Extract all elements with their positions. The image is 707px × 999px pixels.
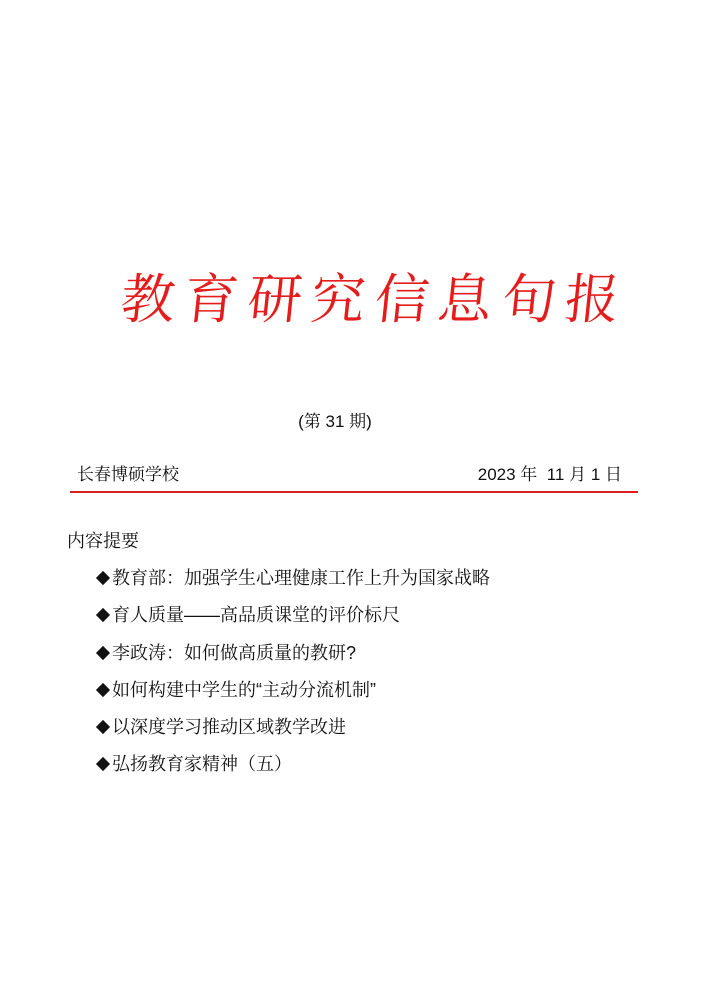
masthead-char: 教 [117, 268, 179, 331]
toc-item-label: 教育部：加强学生心理健康工作上升为国家战略 [112, 568, 490, 588]
red-divider-line [70, 491, 638, 493]
publisher-name: 长春博硕学校 [77, 464, 179, 484]
masthead-char: 旬 [498, 268, 559, 331]
diamond-bullet-icon [96, 757, 110, 771]
diamond-bullet-icon [96, 608, 110, 622]
toc-item-label: 李政涛：如何做高质量的教研? [112, 642, 357, 663]
diamond-bullet-icon [96, 646, 110, 660]
masthead-char: 信 [371, 268, 433, 331]
masthead-char: 息 [434, 268, 496, 331]
masthead-char: 究 [308, 268, 369, 331]
toc-item [95, 565, 490, 602]
issue-number: (第 31 期) [298, 412, 372, 431]
toc-item-label: 以深度学习推动区域教学改进 [112, 717, 346, 738]
toc-list [95, 565, 490, 789]
toc-item [95, 602, 490, 639]
toc-item [95, 751, 490, 788]
masthead-title [117, 262, 623, 338]
toc-item-label: 弘扬教育家精神（五） [112, 754, 292, 775]
toc-item [95, 677, 490, 714]
masthead-char: 研 [244, 268, 306, 331]
publication-date: 2023 年 11 月 1 日 [477, 464, 622, 484]
diamond-bullet-icon [96, 720, 110, 734]
toc-item-label: 育人质量——高品质课堂的评价标尺 [112, 605, 400, 626]
masthead-char: 报 [561, 268, 623, 331]
toc-heading: 内容提要 [67, 531, 139, 551]
diamond-bullet-icon [96, 571, 110, 585]
toc-item [95, 714, 490, 751]
diamond-bullet-icon [96, 683, 110, 697]
publication-info-row [77, 458, 622, 486]
toc-item [95, 640, 490, 677]
masthead-char: 育 [181, 268, 242, 331]
toc-item-label: 如何构建中学生的“主动分流机制” [112, 679, 376, 700]
